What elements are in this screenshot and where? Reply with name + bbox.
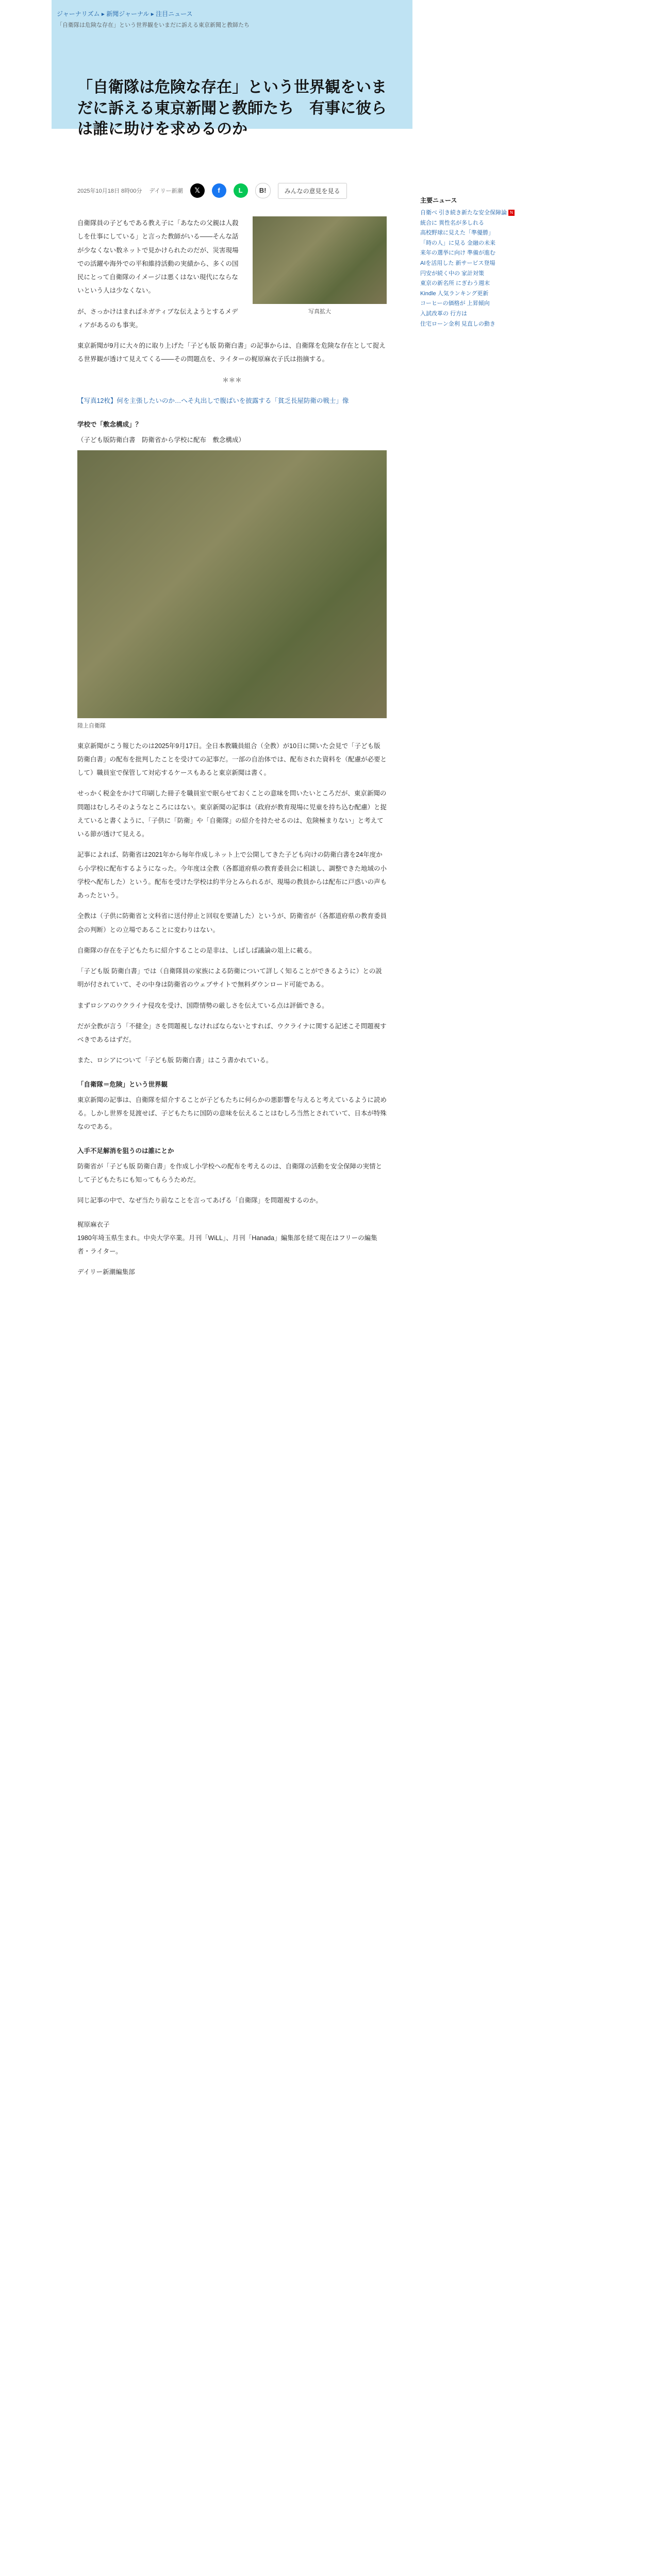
article-date: 2025年10月18日 8時00分	[77, 188, 142, 194]
new-badge: N	[508, 210, 515, 216]
section-heading: 学校で「敷念構成」？	[77, 421, 142, 428]
article-title: 「自衛隊は危険な存在」という世界観をいまだに訴える東京新聞と教師たち 有事に彼らは誰に助けを求めるのか	[77, 79, 387, 138]
sidebar-news-item[interactable]: 円安が続く中の 家計対策	[420, 270, 485, 277]
sidebar-news-item[interactable]: AIを活用した 新サービス登場	[420, 260, 495, 266]
comment-button[interactable]: みんなの意見を見る	[278, 183, 347, 199]
article-body	[77, 216, 387, 1286]
sidebar	[420, 196, 549, 330]
sidebar-news-item[interactable]: 自衛べ 引き続き新たな安全保障論 N	[420, 209, 549, 218]
sidebar-news-item[interactable]: 入試改革の 行方は	[420, 310, 468, 317]
sidebar-news-item[interactable]: Kindle 人気ランキング更新	[420, 290, 489, 297]
sidebar-news-item[interactable]: 「時の人」に見る 金融の未来	[420, 240, 496, 246]
sidebar-heading: 主要ニュース	[420, 197, 457, 204]
lead-image-caption[interactable]: 写真拡大	[308, 309, 331, 315]
sidebar-news-item[interactable]: 統合に 異性名が多しれる	[420, 219, 485, 226]
breadcrumb[interactable]: ジャーナリズム ▸ 新聞ジャーナル ▸ 注目ニュース	[57, 10, 193, 18]
paragraph: せっかく税金をかけて印刷した冊子を職員室で眠らせておくことの意味を問いたいところだが、東京新聞の問題はむしろそのようなところにはない。東京新聞の記事は（政府が教育現場に児童を持ち込む配慮）と捉えていると書くように、「子供に「防衛」や「自衛隊」の紹介を持たせるのは、危険極まりない」と考えている節が透けて見える。	[77, 790, 387, 838]
x-share-icon[interactable]: 𝕏	[190, 183, 205, 198]
source-label: デイリー新潮編集部	[77, 1268, 135, 1276]
paragraph: 防衛省が「子ども版 防衛白書」を作成し小学校への配布を考えるのは、自衛隊の活動を安全保障の実情として子どもたちにも知ってもらうためだ。	[77, 1162, 382, 1184]
paragraph: また、ロシアについて「子ども版 防衛白書」はこう書かれている。	[77, 1057, 273, 1064]
soldiers-image[interactable]	[77, 450, 387, 718]
paragraph: 「子ども版 防衛白書」では（自衛隊員の家族による防衛について詳しく知ることができるように）との説明が付されていて、その中身は防衛省のウェブサイトで無料ダウンロード可能である。	[77, 968, 382, 989]
paragraph: まずロシアのウクライナ侵攻を受け、国際情勢の厳しさを伝えている点は評価できる。	[77, 1002, 328, 1009]
paragraph-separator: ＊＊＊	[222, 376, 242, 384]
writer-name: 梶原麻衣子	[77, 1221, 110, 1228]
paragraph: 自衛隊の存在を子どもたちに紹介することの是非は、しばしば議論の俎上に載る。	[77, 946, 316, 954]
sidebar-news-item[interactable]: 住宅ローン金利 見直しの動き	[420, 320, 495, 327]
line-share-icon[interactable]: L	[234, 183, 248, 198]
subsection-heading: 「自衛隊＝危険」という世界観	[77, 1080, 168, 1088]
paragraph: 同じ記事の中で、なぜ当たり前なことを言ってあげる「自衛隊」を問題視するのか。	[77, 1197, 322, 1205]
article-author: デイリー新潮	[149, 188, 183, 194]
sidebar-news-item[interactable]: 高校野球に見えた「準優勝」	[420, 230, 494, 236]
paragraph: 記事によれば、防衛省は2021年から毎年作成しネット上で公開してきた子ども向けの防衛白書を24年度から小学校に配布するようになった。今年度は全教（各都道府県の教育委員会に相談し、調整できた地域の小学校へ配布した）という。配布を受けた学校は約半分とみられるが、現場の教員からは配布に戸惑いの声もあったという。	[77, 851, 387, 900]
paragraph: 東京新聞の記事は、自衛隊を紹介することが子どもたちに何らかの悪影響を与えると考えているように読める。しかし世界を見渡せば、子どもたちに国防の意味を伝えることはむしろ当然とされていて、日本が特殊なのである。	[77, 1096, 387, 1131]
paragraph: 東京新聞がこう報じたのは2025年9月17日。全日本教職員組合（全教）が10日に開いた会見で「子ども版 防衛白書」の配布を批判したことを受けての記事だ。一部の自治体では、配布された資料を（配慮が必要として）職員室で保管して対応するケースもあると東京新聞は書く。	[77, 742, 387, 777]
paragraph: 自衛隊員の子どもである教え子に「あなたの父親は人殺しを仕事にしている」と言った教師がいる——そんな話が少なくない数ネットで見かけられたのだが、災害現場での活躍や海外での平和維持活動の実績から、多くの国民にとって自衛隊のイメージは悪くはない現代にならないという人は少なくない。	[77, 219, 239, 295]
paragraph: 全教は（子供に防衛省と文科省に送付停止と回収を要請した）というが、防衛省が（各都道府県の教育委員会の判断）との立場であることに変わりはない。	[77, 912, 387, 934]
breadcrumb-sub: 「自衛隊は危険な存在」という世界観をいまだに訴える東京新聞と教師たち	[57, 22, 250, 28]
subsection-heading: 入手不足解消を狙うのは誰にとか	[77, 1147, 174, 1155]
sidebar-news-item[interactable]: 来年の選挙に向け 準備が進む	[420, 250, 496, 257]
writer-bio: 1980年埼玉県生まれ。中央大学卒業。月刊「WiLL」、月刊「Hanada」編集部を経て現在はフリーの編集者・ライター。	[77, 1234, 377, 1256]
lead-image-wrapper	[253, 216, 387, 318]
related-photo-link[interactable]: 【写真12枚】何を主張したいのか…へそ丸出しで腹ばいを披露する「貧乏長屋防衛の戦士」像	[77, 397, 349, 404]
lead-image[interactable]	[253, 216, 387, 304]
paragraph: が、さっかけはまればネガティブな伝えようとするメディアがあるのも事実。	[77, 308, 238, 329]
paragraph: だが全教が言う「不健全」さを問題視しなければならないとすれば、ウクライナに関する記述こそ問題視すべきであるはずだ。	[77, 1022, 387, 1044]
paragraph: 東京新聞が9月に大々的に取り上げた「子ども版 防衛白書」の記事からは、自衛隊を危険な存在として捉える世界観が透けて見えてくる——その問題点を、ライターの梶原麻衣子氏は指摘する。	[77, 342, 386, 363]
facebook-share-icon[interactable]: f	[212, 183, 226, 198]
bookmark-icon[interactable]: B!	[255, 183, 271, 198]
sidebar-news-item[interactable]: コーヒーの価格が 上昇傾向	[420, 300, 490, 307]
sidebar-news-item[interactable]: 東京の新名所 にぎわう週末	[420, 280, 490, 287]
soldiers-image-caption: 陸上自衛隊	[77, 722, 106, 729]
article-meta	[77, 180, 387, 201]
section-subheading: （子ども版防衛白書 防衛省から学校に配布 敷念構成）	[77, 436, 245, 444]
